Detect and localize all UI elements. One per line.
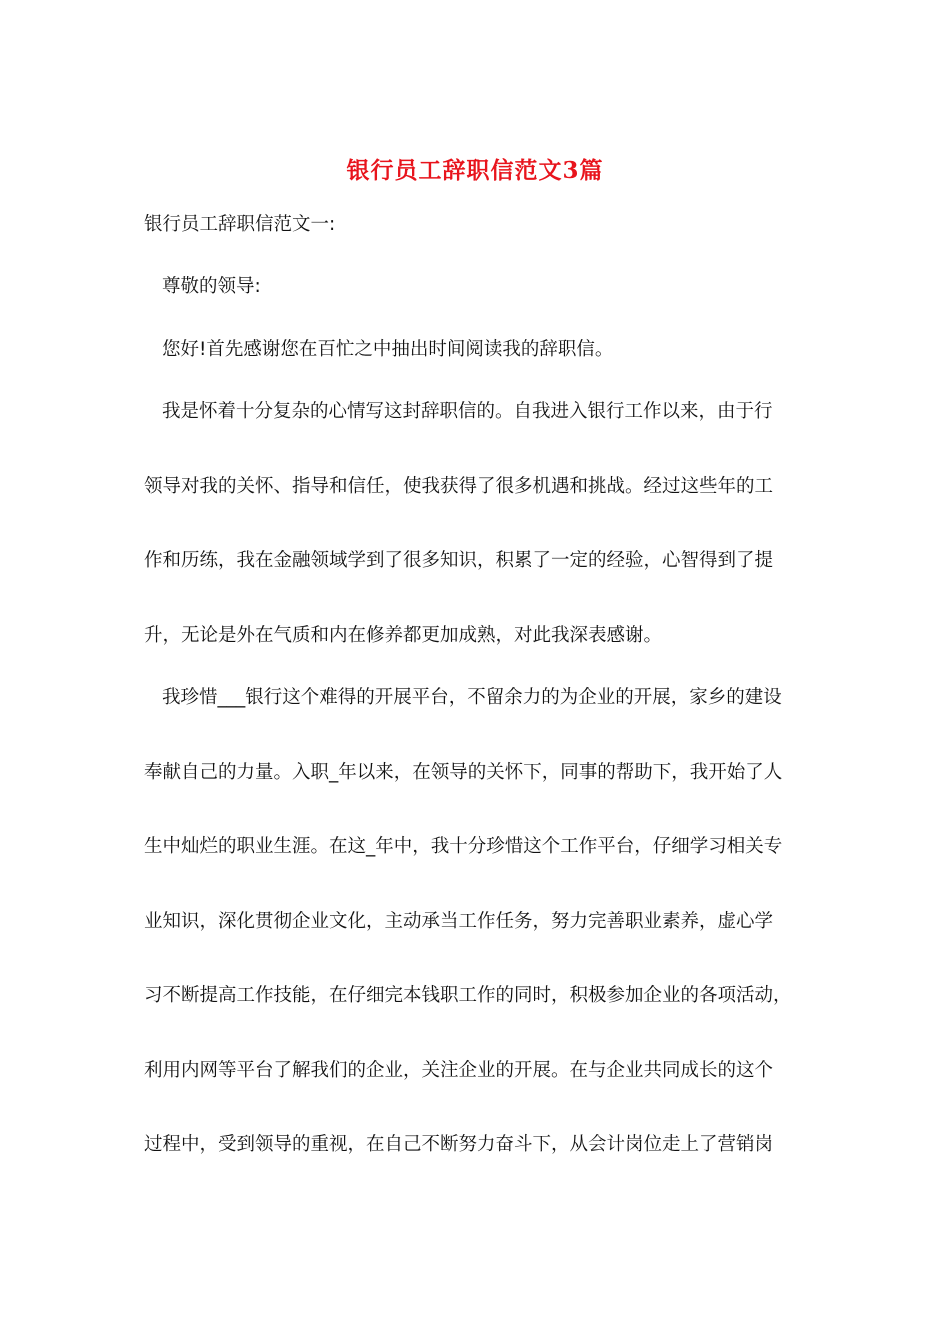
paragraph2-line: 习不断提高工作技能，在仔细完本钱职工作的同时，积极参加企业的各项活动， bbox=[144, 985, 792, 1006]
salutation: 尊敬的领导: bbox=[162, 276, 261, 297]
paragraph1-line: 领导对我的关怀、指导和信任，使我获得了很多机遇和挑战。经过这些年的工 bbox=[144, 476, 774, 497]
paragraph2-line: 过程中，受到领导的重视，在自己不断努力奋斗下，从会计岗位走上了营销岗 bbox=[144, 1134, 774, 1155]
paragraph1-line: 我是怀着十分复杂的心情写这封辞职信的。自我进入银行工作以来，由于行 bbox=[162, 401, 773, 422]
paragraph1-line: 作和历练，我在金融领域学到了很多知识，积累了一定的经验，心智得到了提 bbox=[144, 550, 774, 571]
paragraph2-line: 生中灿烂的职业生涯。在这_年中，我十分珍惜这个工作平台，仔细学习相关专 bbox=[144, 836, 783, 857]
paragraph2-line: 我珍惜___银行这个难得的开展平台，不留余力的为企业的开展，家乡的建设 bbox=[162, 687, 782, 708]
paragraph2-line: 奉献自己的力量。入职_年以来，在领导的关怀下，同事的帮助下，我开始了人 bbox=[144, 762, 783, 783]
document-title: 银行员工辞职信范文3篇 bbox=[346, 157, 604, 184]
paragraph1-line: 升，无论是外在气质和内在修养都更加成熟，对此我深表感谢。 bbox=[144, 625, 663, 646]
section-heading: 银行员工辞职信范文一: bbox=[144, 214, 336, 235]
greeting-line: 您好!首先感谢您在百忙之中抽出时间阅读我的辞职信。 bbox=[162, 339, 614, 360]
paragraph2-line: 利用内网等平台了解我们的企业，关注企业的开展。在与企业共同成长的这个 bbox=[144, 1060, 774, 1081]
paragraph2-line: 业知识，深化贯彻企业文化，主动承当工作任务，努力完善职业素养，虚心学 bbox=[144, 911, 774, 932]
